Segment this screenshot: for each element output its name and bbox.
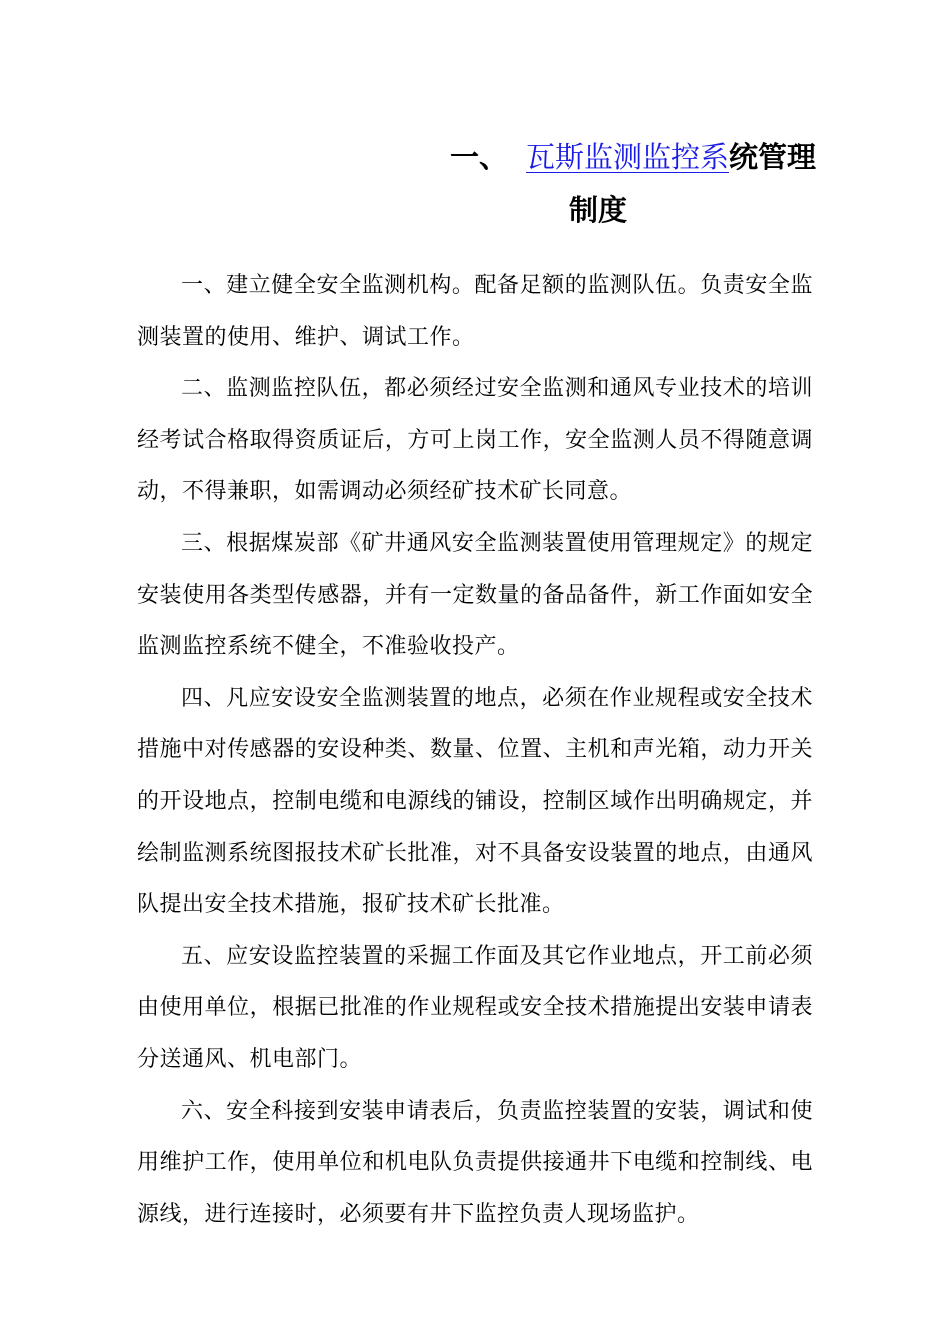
paragraph-4: 四、凡应安设安全监测装置的地点，必须在作业规程或安全技术措施中对传感器的安设种类、数量、位置、主机和声光箱，动力开关的开设地点，控制电缆和电源线的铺设，控制区域作出明确规定，并绘制监测系统图报技术矿长批准，对不具备安设装置的地点，由通风队提出安全技术措施，报矿技术矿长批准。	[137, 685, 813, 918]
document-title-line-1	[450, 137, 816, 177]
title-link[interactable]: 瓦斯监测监控系	[526, 140, 730, 174]
paragraph-1: 一、建立健全安全监测机构。配备足额的监测队伍。负责安全监测装置的使用、维护、调试工作。	[137, 273, 813, 350]
document-body	[137, 260, 813, 1240]
title-text-rest: 统管理	[729, 140, 817, 174]
document-title-line-2: 制度	[569, 193, 628, 227]
title-section-number: 一、	[450, 140, 509, 174]
paragraph-2: 二、监测监控队伍，都必须经过安全监测和通风专业技术的培训经考试合格取得资质证后，方可上岗工作，安全监测人员不得随意调动，不得兼职，如需调动必须经矿技术矿长同意。	[137, 376, 813, 505]
paragraph-5: 五、应安设监控装置的采掘工作面及其它作业地点，开工前必须由使用单位，根据已批准的作业规程或安全技术措施提出安装申请表分送通风、机电部门。	[137, 943, 813, 1072]
paragraph-6: 六、安全科接到安装申请表后，负责监控装置的安装，调试和使用维护工作，使用单位和机电队负责提供接通井下电缆和控制线、电源线，进行连接时，必须要有井下监控负责人现场监护。	[137, 1098, 813, 1227]
paragraph-3: 三、根据煤炭部《矿井通风安全监测装置使用管理规定》的规定安装使用各类型传感器，并有一定数量的备品备件，新工作面如安全监测监控系统不健全，不准验收投产。	[137, 530, 813, 660]
